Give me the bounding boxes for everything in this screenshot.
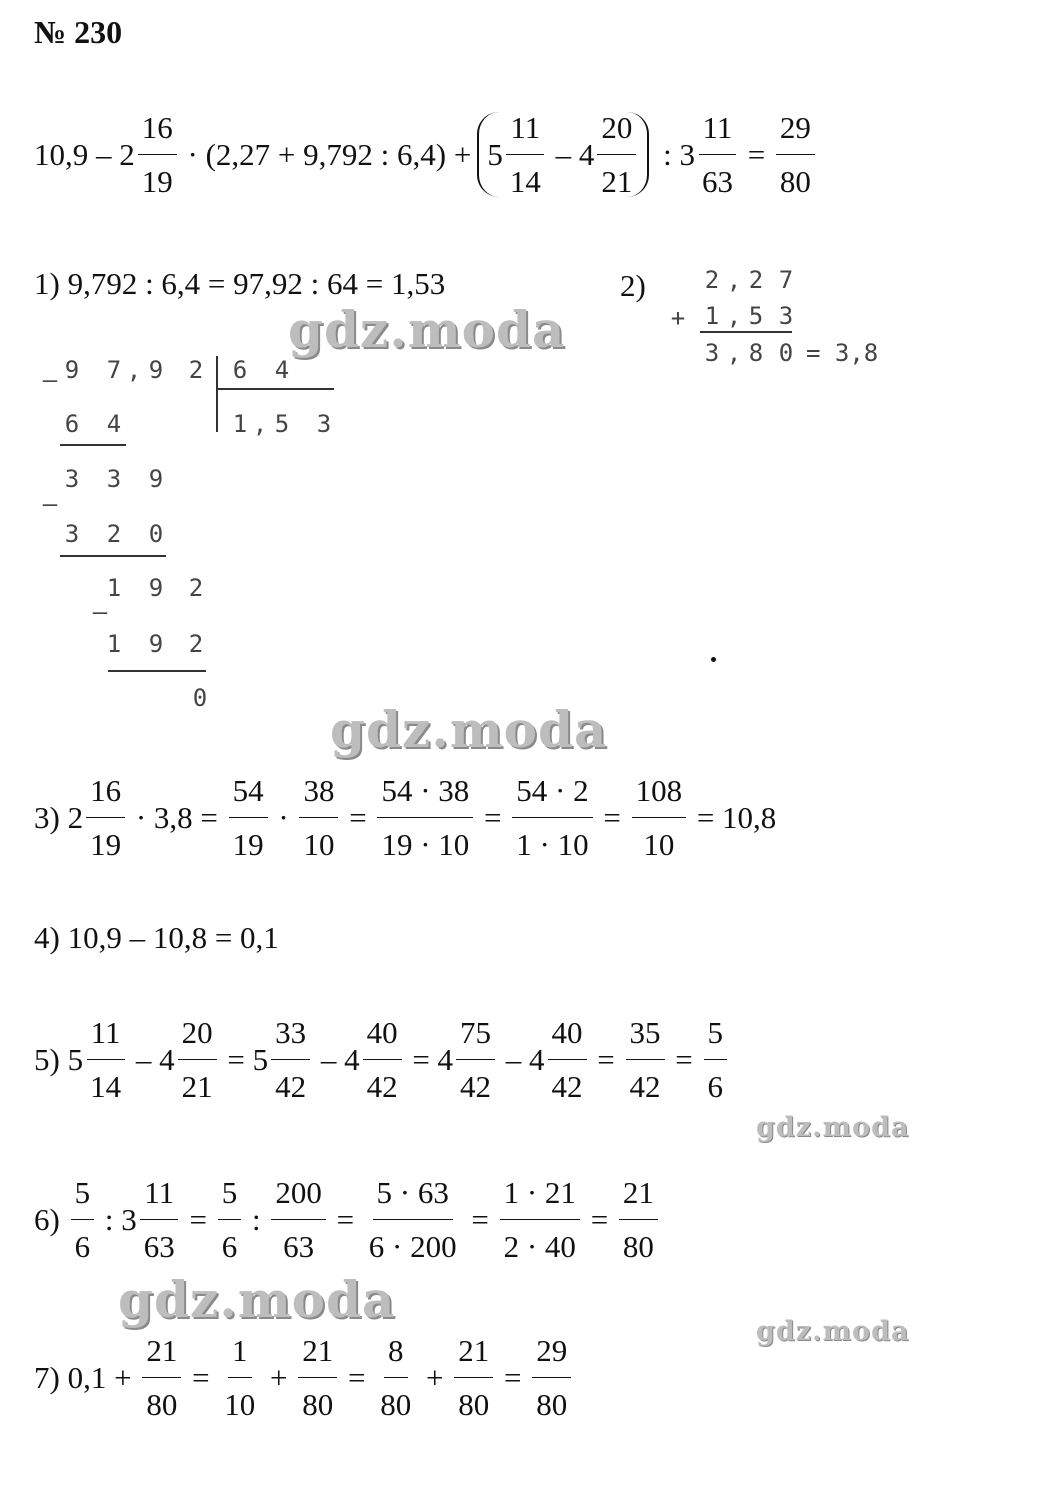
step-6: 6) $\frac{5}{6}$ : 3 $\frac{11}{63}$ = $\frac{5}{6}$ : $\frac{200}{63}$ = $\frac{5 \cdot 63}{6 \cdot 200}$ = $\frac{1 \cdot 21}{2 \cdot 40}$ = $\frac{21}{80}$ xyxy=(34,1177,661,1262)
fraction: $\frac{20}{21}$ xyxy=(178,1017,217,1102)
fraction: $\frac{54 \cdot 2}{1 \cdot 10}$ xyxy=(512,775,592,860)
mixed-number: 5 $\frac{11}{14}$ xyxy=(487,112,548,197)
page-title: № 230 xyxy=(34,14,123,50)
fraction: $\frac{108}{10}$ xyxy=(632,775,687,860)
watermark-logo: gdz.moda xyxy=(330,700,608,759)
fraction: $\frac{33}{42}$ xyxy=(271,1017,310,1102)
main-expression: 10,9 – 2 $\frac{16}{19}$ · (2,27 + 9,792 : 6,4) + 5 $\frac{11}{14}$ – 4 $\frac{20}{21}$ : 3 $\frac{11}{63}$ = $\frac{29}{80}$ xyxy=(34,112,818,197)
expr-middle: · (2,27 + 9,792 : 6,4) + xyxy=(179,136,472,172)
fraction: $\frac{1 \cdot 21}{2 \cdot 40}$ xyxy=(500,1177,580,1262)
fraction: $\frac{21}{80}$ xyxy=(142,1335,181,1420)
step-3: 3) 2 $\frac{16}{19}$ · 3,8 = $\frac{54}{19}$ · $\frac{38}{10}$ = $\frac{54 \cdot 38}{19 \cdot 10}$ = $\frac{54 \cdot 2}{1 \cdot 10}$ = $\frac{108}{10}$ = 10,8 xyxy=(34,773,777,862)
fraction: $\frac{8}{80}$ xyxy=(380,1333,412,1422)
watermark-logo: gdz.moda xyxy=(756,1316,910,1347)
step-5: 5) 5 $\frac{11}{14}$ – 4 $\frac{20}{21}$ = 5 $\frac{33}{42}$ – 4 $\frac{40}{42}$ = 4 $\frac{75}{42}$ – 4 $\frac{40}{42}$ = $\frac{35}{42}$ = $\frac{5}{6}$ xyxy=(34,1017,730,1102)
fraction: $\frac{200}{63}$ xyxy=(271,1177,326,1262)
watermark-logo: gdz.moda xyxy=(756,1112,910,1143)
watermark-logo: gdz.moda xyxy=(288,300,566,359)
fraction: $\frac{40}{42}$ xyxy=(548,1017,587,1102)
step-1: 1) 9,792 : 6,4 = 97,92 : 64 = 1,53 xyxy=(34,266,446,301)
step-2-label: 2) xyxy=(620,268,646,303)
fraction: $\frac{16}{19}$ xyxy=(138,112,177,197)
minus-sign: – xyxy=(42,366,58,394)
fraction: $\frac{21}{80}$ xyxy=(619,1177,658,1262)
fraction: $\frac{11}{63}$ xyxy=(140,1177,179,1262)
fraction: $\frac{11}{14}$ xyxy=(506,112,545,197)
mixed-number: 4 $\frac{40}{42}$ xyxy=(344,1017,405,1102)
mixed-number: 4 $\frac{20}{21}$ xyxy=(579,112,640,197)
fraction: $\frac{54 \cdot 38}{19 \cdot 10}$ xyxy=(377,775,473,860)
fraction: $\frac{29}{80}$ xyxy=(532,1335,571,1420)
fraction: $\frac{20}{21}$ xyxy=(597,112,636,197)
fraction: $\frac{1}{10}$ xyxy=(224,1333,256,1422)
fraction: $\frac{21}{80}$ xyxy=(298,1335,337,1420)
step-4: 4) 10,9 – 10,8 = 0,1 xyxy=(34,920,279,955)
fraction: $\frac{35}{42}$ xyxy=(626,1017,665,1102)
fraction: $\frac{40}{42}$ xyxy=(363,1017,402,1102)
mixed-number: 2 $\frac{16}{19}$ xyxy=(119,112,180,197)
fraction: $\frac{54}{19}$ xyxy=(229,775,268,860)
fraction: $\frac{11}{14}$ xyxy=(86,1017,125,1102)
result-fraction: $\frac{29}{80}$ xyxy=(776,112,815,197)
fraction: $\frac{5}{6}$ xyxy=(218,1177,242,1262)
fraction: $\frac{38}{10}$ xyxy=(299,775,338,860)
mixed-number: 3 $\frac{11}{63}$ xyxy=(121,1177,182,1262)
mixed-number: 5 $\frac{33}{42}$ xyxy=(253,1017,314,1102)
divisor-line xyxy=(216,388,334,390)
watermark-logo: gdz.moda xyxy=(118,1270,396,1329)
division-bar xyxy=(216,356,218,432)
ink-dot xyxy=(711,657,716,662)
fraction: $\frac{5}{6}$ xyxy=(704,1017,728,1102)
sum-line xyxy=(700,331,792,333)
mixed-number: 3 $\frac{11}{63}$ xyxy=(679,112,740,197)
expr-start: 10,9 – xyxy=(34,136,120,172)
sum-result: = 3,8 xyxy=(806,339,879,367)
fraction: $\frac{5 \cdot 63}{6 \cdot 200}$ xyxy=(368,1175,457,1264)
fraction: $\frac{21}{80}$ xyxy=(454,1335,493,1420)
mixed-number: 4 $\frac{75}{42}$ xyxy=(438,1017,499,1102)
fraction: $\frac{5}{6}$ xyxy=(71,1177,95,1262)
fraction: $\frac{16}{19}$ xyxy=(86,775,125,860)
fraction: $\frac{11}{63}$ xyxy=(698,112,737,197)
fraction: $\frac{75}{42}$ xyxy=(456,1017,495,1102)
plus-sign: + xyxy=(670,304,686,332)
mixed-number: 4 $\frac{20}{21}$ xyxy=(159,1017,220,1102)
mixed-number: 5 $\frac{11}{14}$ xyxy=(68,1017,129,1102)
step-7: 7) 0,1 + $\frac{21}{80}$ = $\frac{1}{10}$ + $\frac{21}{80}$ = $\frac{8}{80}$ + $\frac{21}{80}$ = $\frac{29}{80}$ xyxy=(34,1335,574,1420)
mixed-number: 2 $\frac{16}{19}$ xyxy=(68,775,129,860)
mixed-number: 4 $\frac{40}{42}$ xyxy=(529,1017,590,1102)
parenthesized-group: 5 $\frac{11}{14}$ – 4 $\frac{20}{21}$ xyxy=(477,112,649,197)
